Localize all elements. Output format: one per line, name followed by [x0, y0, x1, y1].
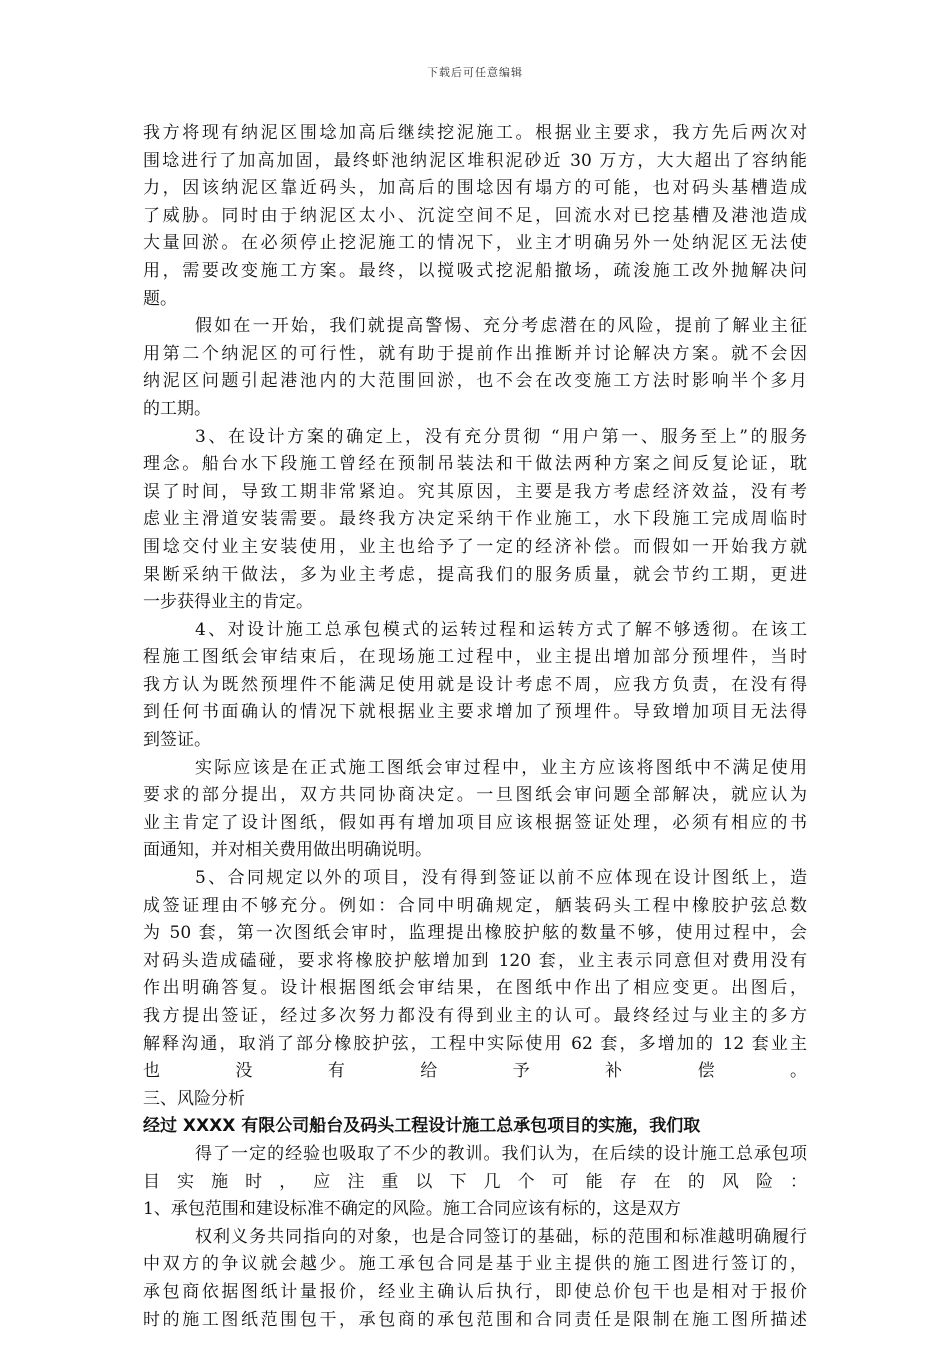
text-line: 误了时间，导致工期非常紧迫。究其原因，主要是我方考虑经济效益，没有考 — [143, 481, 807, 502]
section-heading: 经过 XXXX 有限公司船台及码头工程设计施工总承包项目的实施，我们取 — [143, 1116, 701, 1137]
text-line: 程施工图纸会审结束后，在现场施工过程中，业主提出增加部分预埋件，当时 — [143, 647, 807, 668]
text-line: 1、承包范围和建设标准不确定的风险。施工合同应该有标的，这是双方 — [143, 1199, 681, 1220]
text-line: 也没有给予补偿。 — [143, 1061, 807, 1082]
paragraph-first-line: 得了一定的经验也吸取了不少的教训。我们认为，在后续的设计施工总承包项 — [195, 1143, 807, 1164]
text-line: 成签证理由不够充分。例如：合同中明确规定，舾装码头工程中橡胶护弦总数 — [143, 895, 807, 916]
text-line: 目实施时，应注重以下几个可能存在的风险： — [143, 1171, 807, 1192]
page-header: 下载后可任意编辑 — [427, 66, 523, 79]
document-body — [143, 120, 807, 1362]
text-line: 果断采纳干做法，多为业主考虑，提高我们的服务质量，就会节约工期，更进 — [143, 564, 807, 585]
text-line: 围埝交付业主安装使用，业主也给予了一定的经济补偿。而假如一开始我方就 — [143, 536, 807, 557]
text-line: 虑业主滑道安装需要。最终我方决定采纳干作业施工，水下段施工完成周临时 — [143, 509, 807, 530]
text-line: 我方将现有纳泥区围埝加高后继续挖泥施工。根据业主要求，我方先后两次对 — [143, 123, 807, 143]
text-line: 用，需要改变施工方案。最终，以搅吸式挖泥船撤场，疏浚施工改外抛解决问 — [143, 260, 807, 281]
text-line: 要求的部分提出，双方共同协商决定。一旦图纸会审问题全部解决，就应认为 — [143, 785, 807, 806]
text-line: 业主肯定了设计图纸，假如再有增加项目应该根据签证处理，必须有相应的书 — [143, 812, 807, 833]
text-line: 三、风险分析 — [143, 1088, 245, 1109]
text-line: 用第二个纳泥区的可行性，就有助于提前作出推断并讨论解决方案。就不会因 — [143, 343, 807, 364]
text-line: 题。 — [143, 288, 177, 309]
paragraph-first-line: 权利义务共同指向的对象，也是合同签订的基础，标的范围和标准越明确履行 — [195, 1226, 807, 1247]
text-line: 了威胁。同时由于纳泥区太小、沉淀空间不足，回流水对已挖基槽及港池造成 — [143, 205, 807, 226]
text-line: 到签证。 — [143, 730, 211, 751]
text-line: 一步获得业主的肯定。 — [143, 592, 313, 613]
paragraph-first-line: 5、合同规定以外的项目，没有得到签证以前不应体现在设计图纸上，造 — [195, 868, 807, 889]
text-line: 我方认为既然预埋件不能满足使用就是设计考虑不周，应我方负责，在没有得 — [143, 674, 807, 695]
text-line: 纳泥区问题引起港池内的大范围回淤，也不会在改变施工方法时影响半个多月 — [143, 371, 807, 392]
paragraph-first-line: 3、在设计方案的确定上，没有充分贯彻 “用户第一、服务至上”的服务 — [195, 426, 807, 447]
text-line: 中双方的争议就会越少。施工承包合同是基于业主提供的施工图进行签订的， — [143, 1254, 807, 1275]
text-line: 为 50 套，第一次图纸会审时，监理提出橡胶护舷的数量不够，使用过程中，会 — [143, 923, 807, 944]
text-line: 承包商依据图纸计量报价，经业主确认后执行，即使总价包干也是相对于报价 — [143, 1281, 807, 1302]
paragraph-first-line: 4、对设计施工总承包模式的运转过程和运转方式了解不够透彻。在该工 — [195, 619, 807, 640]
text-line: 作出明确答复。设计根据图纸会审结果，在图纸中作出了相应变更。出图后， — [143, 978, 807, 999]
text-line: 对码头造成磕碰，要求将橡胶护舷增加到 120 套，业主表示同意但对费用没有 — [143, 950, 807, 971]
text-line: 的工期。 — [143, 398, 211, 419]
text-line: 大量回淤。在必须停止挖泥施工的情况下，业主才明确另外一处纳泥区无法使 — [143, 233, 807, 254]
text-line: 力，因该纳泥区靠近码头，加高后的围埝因有塌方的可能，也对码头基槽造成 — [143, 178, 807, 199]
text-line: 解释沟通，取消了部分橡胶护弦，工程中实际使用 62 套，多增加的 12 套业主 — [143, 1033, 807, 1054]
paragraph-first-line: 假如在一开始，我们就提高警惕、充分考虑潜在的风险，提前了解业主征 — [195, 316, 807, 337]
text-line: 围埝进行了加高加固，最终虾池纳泥区堆积泥砂近 30 万方，大大超出了容纳能 — [143, 150, 807, 171]
text-line — [143, 1334, 807, 1362]
text-line: 时的施工图纸范围包干，承包商的承包范围和合同责任是限制在施工图所描述 — [143, 1309, 807, 1330]
text-line: 理念。船台水下段施工曾经在预制吊装法和干做法两种方案之间反复论证，耽 — [143, 454, 807, 475]
text-line: 到任何书面确认的情况下就根据业主要求增加了预埋件。导致增加项目无法得 — [143, 702, 807, 723]
text-line: 我方提出签证，经过多次努力都没有得到业主的认可。最终经过与业主的多方 — [143, 1006, 807, 1026]
paragraph-first-line: 实际应该是在正式施工图纸会审过程中，业主方应该将图纸中不满足使用 — [195, 757, 807, 778]
text-line: 面通知，并对相关费用做出明确说明。 — [143, 840, 432, 861]
